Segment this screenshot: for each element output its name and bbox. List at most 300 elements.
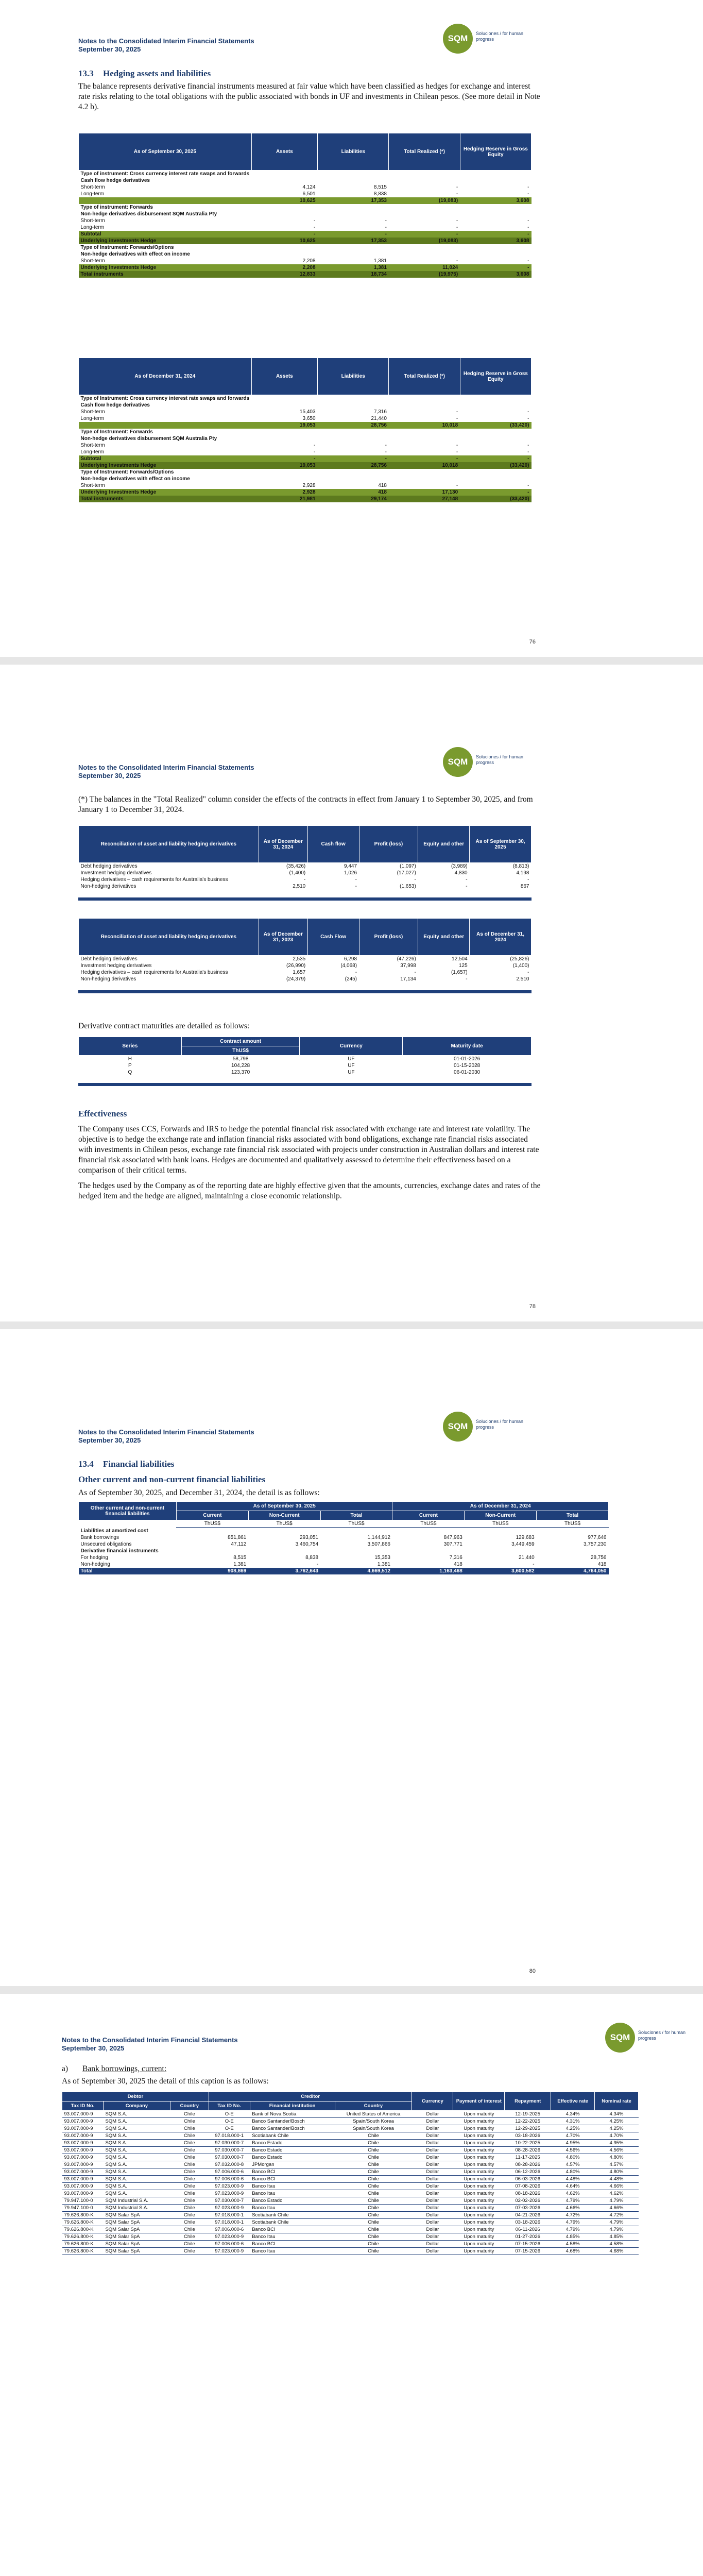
- table-cell: Upon maturity: [453, 2233, 505, 2241]
- table-cell: SQM S.A.: [103, 2125, 170, 2132]
- table-cell: O-E: [209, 2111, 250, 2118]
- table-cell: 08-18-2026: [505, 2190, 551, 2197]
- col-header: Series: [79, 1037, 182, 1056]
- table-cell: -: [527, 877, 529, 883]
- group-header: Debtor: [62, 2092, 209, 2102]
- table-cell: SQM S.A.: [103, 2111, 170, 2118]
- col-header: Equity and other: [418, 826, 470, 863]
- table-cell: Banco Estado: [250, 2140, 335, 2147]
- table-cell: 97.006.000-6: [209, 2176, 250, 2183]
- table-row: [62, 2219, 639, 2226]
- logo-mark: SQM: [443, 1412, 473, 1442]
- table-cell: 851,861: [228, 1534, 247, 1540]
- subsection-intro: As of September 30, 2025, and December 31, 2024, the detail is as follows:: [78, 1488, 320, 1497]
- table-cell: 12-22-2025: [505, 2118, 551, 2125]
- header-date: September 30, 2025: [78, 1436, 141, 1444]
- table-cell: Total: [79, 1568, 177, 1574]
- table-cell: Underlying Investments Hedge: [79, 462, 252, 469]
- table-cell: 93.007.000-9: [62, 2154, 104, 2161]
- table-cell: 27,148: [389, 496, 460, 502]
- table-cell: 08-28-2026: [505, 2147, 551, 2154]
- table-cell: 17,353: [318, 238, 389, 244]
- col-header: Current: [176, 1511, 248, 1520]
- table-cell: Banco Estado: [250, 2197, 335, 2205]
- table-cell: 2,928: [251, 489, 317, 496]
- col-header: As of December 31, 2024: [470, 919, 531, 956]
- table-cell: Dollar: [412, 2168, 453, 2176]
- table-cell: Chile: [170, 2154, 209, 2161]
- col-header: Total Realized (*): [389, 358, 460, 395]
- table-cell: -: [527, 218, 529, 224]
- table-cell: 17,353: [318, 197, 389, 204]
- table-cell: 97.006.000-6: [209, 2168, 250, 2176]
- table-cell: Banco Santander/Bosch: [250, 2125, 335, 2132]
- col-header: Company: [103, 2102, 170, 2111]
- header-date: September 30, 2025: [62, 2044, 125, 2052]
- table-cell: 12-19-2025: [505, 2111, 551, 2118]
- table-cell: Subtotal: [79, 231, 252, 238]
- table-cell: 12-29-2025: [505, 2125, 551, 2132]
- table-cell: -: [456, 225, 458, 230]
- table-cell: Type of Instrument: Forwards/Options: [80, 469, 174, 475]
- table-cell: Upon maturity: [453, 2219, 505, 2226]
- table-row: [62, 2168, 639, 2176]
- table-cell: Scotiabank Chile: [250, 2219, 335, 2226]
- table-row: [79, 482, 531, 489]
- table-row: [79, 956, 531, 963]
- table-cell: Dollar: [412, 2219, 453, 2226]
- table-cell: 129,683: [516, 1534, 535, 1540]
- table-cell: [318, 435, 389, 442]
- table-row: [62, 2140, 639, 2147]
- table-cell: [389, 171, 460, 178]
- table-cell: [460, 177, 531, 184]
- table-cell: [389, 469, 460, 476]
- table-cell: Total instruments: [79, 496, 252, 502]
- table-cell: 07-15-2026: [505, 2248, 551, 2255]
- table-cell: -: [316, 1561, 319, 1567]
- table-cell: Upon maturity: [453, 2125, 505, 2132]
- table-cell: -: [385, 218, 387, 224]
- table-cell: Banco BCI: [250, 2168, 335, 2176]
- table-cell: Banco Santander/Bosch: [250, 2118, 335, 2125]
- table-cell: -: [527, 443, 529, 448]
- table-cell: 28,756: [318, 462, 389, 469]
- unit-label: ThUS$: [537, 1520, 609, 1528]
- table-row: [79, 244, 531, 251]
- table-cell: -: [456, 443, 458, 448]
- table-cell: SQM S.A.: [103, 2161, 170, 2168]
- table-cell: SQM S.A.: [103, 2147, 170, 2154]
- table-cell: 3,757,230: [584, 1541, 607, 1547]
- table-cell: Dollar: [412, 2241, 453, 2248]
- table-row: [79, 271, 531, 278]
- header-title: Notes to the Consolidated Interim Financial Statements: [62, 2036, 238, 2044]
- table-cell: 28,756: [318, 422, 389, 429]
- table-cell: Type of Instrument: Forwards/Options: [80, 245, 174, 250]
- table-row: [79, 1062, 531, 1069]
- table-cell: 3,650: [302, 416, 316, 421]
- table-row: [62, 2183, 639, 2190]
- table-cell: (26,990): [286, 963, 306, 969]
- table-cell: 97.032.000-8: [209, 2161, 250, 2168]
- table-cell: [389, 402, 460, 409]
- table-row: [79, 415, 531, 422]
- table-cell: (1,400): [289, 870, 306, 876]
- table-cell: 3,600,582: [465, 1568, 537, 1574]
- table-cell: Chile: [335, 2226, 412, 2233]
- table-cell: Subtotal: [79, 455, 252, 462]
- table-row: [79, 455, 531, 462]
- table-row: [79, 870, 531, 876]
- table-cell: -: [460, 264, 531, 271]
- realized-note: (*) The balances in the "Total Realized" column consider the effects of the contracts in effect from January 1 to September 30, 2025, and from January 1 to December 31, 2024.: [78, 795, 533, 814]
- unit-label: ThUS$: [465, 1520, 537, 1528]
- table-cell: 97.030.000-7: [209, 2154, 250, 2161]
- table-cell: Chile: [335, 2147, 412, 2154]
- table-cell: 4.31%: [551, 2118, 595, 2125]
- table-cell: -: [456, 416, 458, 421]
- table-cell: 1,381: [373, 258, 387, 264]
- section-title: [78, 69, 211, 79]
- unit-header: ThUS$: [181, 1046, 300, 1056]
- table-cell: 21,440: [371, 416, 387, 421]
- table-cell: Debt hedging derivatives: [80, 863, 138, 869]
- table-cell: 97.006.000-6: [209, 2241, 250, 2248]
- table-cell: 10,625: [251, 197, 317, 204]
- table-cell: [251, 211, 317, 217]
- table-cell: Dollar: [412, 2197, 453, 2205]
- table-cell: 19,053: [251, 422, 317, 429]
- table-cell: 104,228: [231, 1063, 250, 1069]
- table-cell: SQM S.A.: [103, 2118, 170, 2125]
- table-cell: [251, 429, 317, 435]
- table-cell: [251, 435, 317, 442]
- reconciliation-table-2025: [78, 825, 531, 890]
- table-cell: [318, 251, 389, 258]
- unit-label: ThUS$: [248, 1520, 320, 1528]
- table-cell: -: [355, 877, 357, 883]
- table-cell: Underlying investments Hedge: [79, 238, 252, 244]
- table-cell: 4.70%: [595, 2132, 639, 2140]
- table-row: [62, 2212, 639, 2219]
- col-header: Reconciliation of asset and liability hedging derivatives: [79, 919, 259, 956]
- logo-tagline: Soluciones / for human progress: [638, 2030, 686, 2041]
- table-cell: 4.66%: [595, 2205, 639, 2212]
- table-cell: -: [355, 970, 357, 975]
- table-cell: Short-term: [80, 184, 105, 190]
- item-letter: a): [62, 2064, 68, 2073]
- table-cell: 21,440: [519, 1554, 535, 1561]
- table-cell: [251, 171, 317, 178]
- table-cell: [460, 171, 531, 178]
- table-cell: 07-03-2026: [505, 2205, 551, 2212]
- table-row: [79, 1056, 531, 1063]
- table-cell: [460, 476, 531, 482]
- table-cell: Chile: [170, 2248, 209, 2255]
- table-cell: 4.80%: [551, 2168, 595, 2176]
- table-cell: Dollar: [412, 2205, 453, 2212]
- table-cell: 93.007.000-9: [62, 2161, 104, 2168]
- table-cell: 3,608: [460, 238, 531, 244]
- table-cell: 2,208: [302, 258, 316, 264]
- page-80: [0, 1329, 703, 1986]
- table-row: [62, 2205, 639, 2212]
- table-cell: -: [527, 225, 529, 230]
- col-header: Equity and other: [418, 919, 470, 956]
- table-cell: Chile: [335, 2132, 412, 2140]
- section-number: 13.4: [78, 1459, 94, 1469]
- table-cell: [460, 469, 531, 476]
- page-number: 80: [529, 1968, 536, 1974]
- table-cell: 4.79%: [551, 2226, 595, 2233]
- table-row: [79, 422, 531, 429]
- table-cell: Non-hedge derivatives with effect on income: [80, 476, 190, 482]
- table-cell: Chile: [170, 2212, 209, 2219]
- table-cell: -: [251, 231, 317, 238]
- table-cell: Total instruments: [79, 271, 252, 278]
- col-header: Currency: [300, 1037, 403, 1056]
- table-cell: [389, 244, 460, 251]
- table-cell: [318, 395, 389, 402]
- table-cell: Banco Estado: [250, 2154, 335, 2161]
- table-cell: [460, 402, 531, 409]
- table-cell: -: [466, 976, 468, 982]
- table-cell: Chile: [170, 2161, 209, 2168]
- table-cell: Dollar: [412, 2226, 453, 2233]
- table-cell: [176, 1528, 248, 1534]
- table-row: [79, 204, 531, 211]
- table-cell: 418: [454, 1561, 462, 1567]
- table-cell: -: [385, 449, 387, 455]
- logo-mark: SQM: [443, 24, 473, 54]
- table-cell: -: [456, 191, 458, 197]
- table-cell: 867: [520, 884, 529, 889]
- table-cell: 17,134: [400, 976, 416, 982]
- table-rule: [78, 990, 531, 993]
- table-row: [79, 238, 531, 244]
- table-row: [79, 429, 531, 435]
- table-cell: [537, 1548, 609, 1554]
- table-cell: 79.626.800-K: [62, 2233, 104, 2241]
- table-cell: [318, 429, 389, 435]
- table-cell: 11,024: [389, 264, 460, 271]
- table-cell: SQM Industrial S.A.: [103, 2205, 170, 2212]
- table-cell: (8,813): [512, 863, 529, 869]
- table-cell: 97.018.000-1: [209, 2212, 250, 2219]
- table-cell: For hedging: [80, 1554, 108, 1561]
- col-header: As of September 30, 2025: [79, 133, 252, 171]
- table-cell: (24,379): [286, 976, 306, 982]
- table-cell: Long-term: [80, 191, 105, 197]
- table-cell: [251, 251, 317, 258]
- table-cell: 3,507,866: [367, 1541, 390, 1547]
- table-cell: 4.48%: [595, 2176, 639, 2183]
- table-cell: -: [456, 184, 458, 190]
- col-header: Hedging Reserve in Gross Equity: [460, 133, 531, 171]
- table-cell: 97.023.000-9: [209, 2205, 250, 2212]
- table-cell: 97.023.000-9: [209, 2190, 250, 2197]
- table-cell: 2,510: [516, 976, 529, 982]
- table-cell: [251, 395, 317, 402]
- table-row: [79, 863, 531, 870]
- table-cell: Upon maturity: [453, 2161, 505, 2168]
- table-cell: -: [456, 483, 458, 488]
- table-cell: Dollar: [412, 2125, 453, 2132]
- table-cell: Chile: [170, 2219, 209, 2226]
- table-cell: 4.48%: [551, 2176, 595, 2183]
- table-row: [79, 1534, 609, 1541]
- table-cell: 1,026: [344, 870, 357, 876]
- table-cell: Chile: [335, 2168, 412, 2176]
- table-cell: Upon maturity: [453, 2111, 505, 2118]
- financial-liabilities-table: [78, 1501, 609, 1574]
- col-header: Liabilities: [318, 358, 389, 395]
- table-cell: Banco Estado: [250, 2147, 335, 2154]
- table-cell: H: [128, 1056, 132, 1062]
- col-header: Total Realized (*): [389, 133, 460, 171]
- reconciliation-table-2024: [78, 918, 531, 982]
- page-number: 78: [529, 1303, 536, 1310]
- page-header: [62, 2036, 238, 2053]
- table-cell: Upon maturity: [453, 2197, 505, 2205]
- table-cell: [318, 402, 389, 409]
- table-cell: Short-term: [80, 218, 105, 224]
- section-name: Hedging assets and liabilities: [103, 69, 211, 78]
- table-cell: -: [527, 483, 529, 488]
- table-cell: (35,426): [286, 863, 306, 869]
- table-cell: [320, 1528, 392, 1534]
- table-cell: SQM S.A.: [103, 2132, 170, 2140]
- table-cell: Chile: [170, 2190, 209, 2197]
- table-cell: Scotiabank Chile: [250, 2212, 335, 2219]
- table-cell: [460, 395, 531, 402]
- col-header: Other current and non-current financial liabilities: [79, 1502, 177, 1520]
- table-cell: 123,370: [231, 1070, 250, 1075]
- table-cell: Upon maturity: [453, 2183, 505, 2190]
- table-cell: [389, 177, 460, 184]
- table-cell: 4.56%: [595, 2147, 639, 2154]
- table-row: [79, 883, 531, 890]
- table-cell: Dollar: [412, 2190, 453, 2197]
- table-row: [79, 489, 531, 496]
- table-cell: 4.79%: [551, 2197, 595, 2205]
- table-cell: SQM Salar SpA: [103, 2226, 170, 2233]
- table-cell: (33,420): [460, 422, 531, 429]
- table-row: [62, 2111, 639, 2118]
- table-row: [62, 2176, 639, 2183]
- bank-borrowings-table: [62, 2092, 639, 2255]
- table-cell: 4,764,050: [537, 1568, 609, 1574]
- table-cell: [318, 177, 389, 184]
- table-cell: (47,226): [397, 956, 416, 962]
- table-cell: Chile: [335, 2241, 412, 2248]
- table-cell: 3,608: [460, 197, 531, 204]
- table-cell: (17,027): [397, 870, 416, 876]
- table-row: [62, 2248, 639, 2255]
- table-cell: Chile: [335, 2176, 412, 2183]
- table-cell: Dollar: [412, 2140, 453, 2147]
- table-cell: -: [466, 877, 468, 883]
- table-cell: 1,381: [233, 1561, 247, 1567]
- table-cell: 93.007.000-9: [62, 2125, 104, 2132]
- table-cell: (1,400): [512, 963, 529, 969]
- table-row: [79, 969, 531, 976]
- table-cell: 4,669,512: [320, 1568, 392, 1574]
- table-cell: 19,053: [251, 462, 317, 469]
- table-cell: [318, 204, 389, 211]
- table-cell: Short-term: [80, 258, 105, 264]
- logo-mark: SQM: [605, 2023, 635, 2053]
- table-cell: (19,083): [389, 197, 460, 204]
- col-header: Non-Current: [465, 1511, 537, 1520]
- table-cell: Type of Instrument: Cross currency interest rate swaps and forwards: [80, 396, 250, 401]
- table-cell: Short-term: [80, 483, 105, 488]
- table-cell: 15,353: [374, 1554, 390, 1561]
- table-cell: -: [303, 877, 306, 883]
- logo-tagline: Soluciones / for human progress: [476, 754, 524, 765]
- table-cell: 29,174: [318, 496, 389, 502]
- col-header: Contract amount: [181, 1037, 300, 1046]
- table-cell: 4.85%: [551, 2233, 595, 2241]
- table-rule: [78, 897, 531, 901]
- table-cell: Type of instrument: Cross currency interest rate swaps and forwards: [80, 171, 250, 177]
- table-cell: -: [466, 884, 468, 889]
- table-cell: Underlying Investments Hedge: [79, 264, 252, 271]
- table-cell: SQM Salar SpA: [103, 2233, 170, 2241]
- table-cell: 3,460,754: [295, 1541, 319, 1547]
- table-cell: -: [456, 409, 458, 415]
- table-row: [79, 1548, 609, 1554]
- table-row: [62, 2154, 639, 2161]
- table-cell: -: [414, 970, 416, 975]
- col-header: Current: [392, 1511, 465, 1520]
- table-cell: Upon maturity: [453, 2118, 505, 2125]
- table-cell: 15,403: [299, 409, 316, 415]
- table-cell: [251, 469, 317, 476]
- table-cell: 9,447: [344, 863, 357, 869]
- table-cell: -: [389, 231, 460, 238]
- table-cell: [465, 1548, 537, 1554]
- col-header: As of December 31, 2023: [259, 919, 307, 956]
- table-cell: 2,208: [251, 264, 317, 271]
- page-78: [0, 665, 703, 1321]
- table-cell: 4.70%: [551, 2132, 595, 2140]
- col-header: Country: [170, 2102, 209, 2111]
- table-cell: Upon maturity: [453, 2241, 505, 2248]
- table-row: [79, 449, 531, 455]
- page-header: [78, 764, 254, 780]
- table-cell: -: [456, 449, 458, 455]
- table-cell: 4.34%: [551, 2111, 595, 2118]
- table-cell: Dollar: [412, 2183, 453, 2190]
- table-cell: 58,798: [232, 1056, 249, 1062]
- table-row: [79, 435, 531, 442]
- table-cell: Investment hedging derivatives: [80, 963, 152, 969]
- table-cell: 47,112: [231, 1541, 247, 1547]
- page-81: [0, 1994, 703, 2576]
- table-cell: 4.58%: [595, 2241, 639, 2248]
- table-cell: -: [314, 449, 316, 455]
- table-cell: 293,051: [299, 1534, 319, 1540]
- table-cell: Banco Itau: [250, 2205, 335, 2212]
- table-cell: 06-11-2026: [505, 2226, 551, 2233]
- col-header: As of September 30, 2025: [470, 826, 531, 863]
- table-cell: Spain/South Korea: [335, 2125, 412, 2132]
- col-header: Tax ID No.: [209, 2102, 250, 2111]
- table-cell: United States of America: [335, 2111, 412, 2118]
- table-cell: UF: [348, 1070, 355, 1075]
